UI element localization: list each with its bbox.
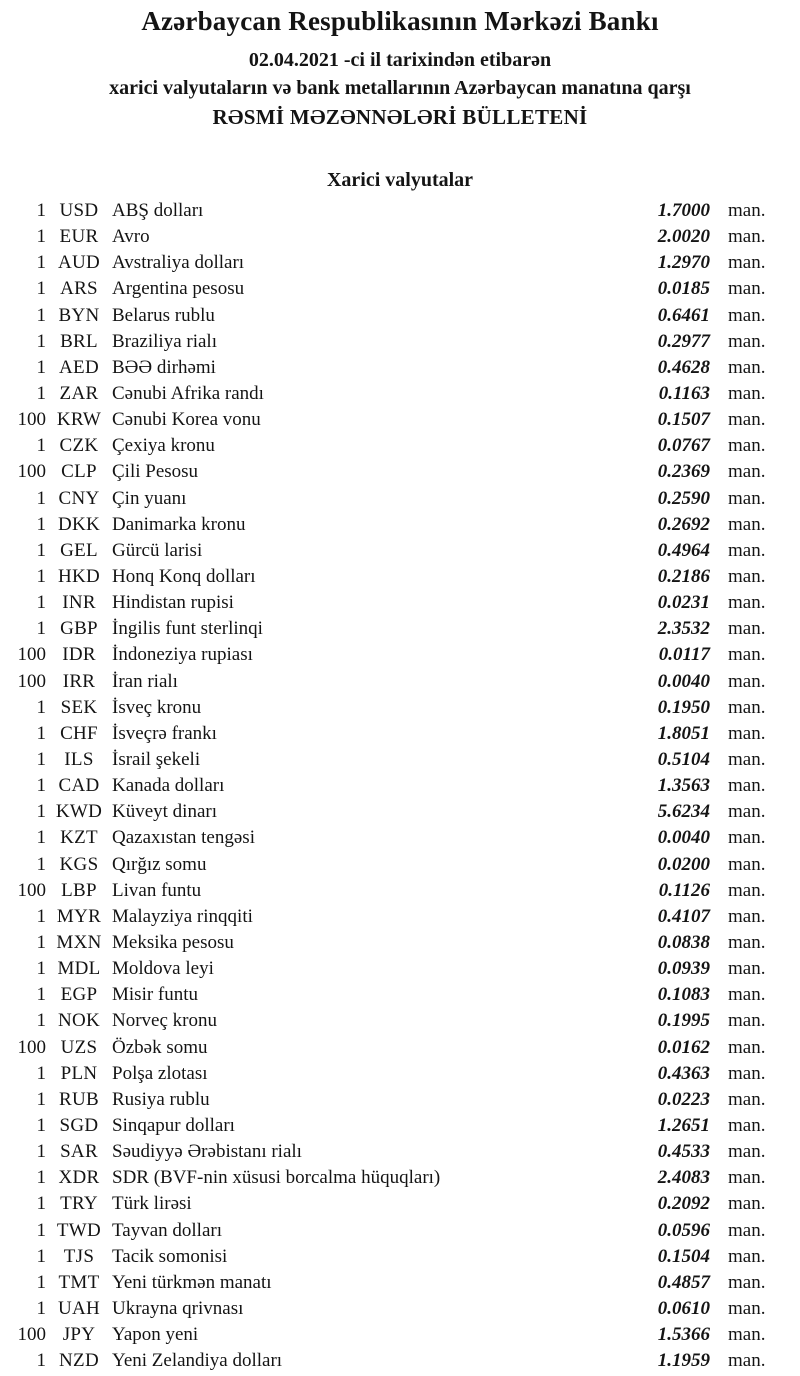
table-row — [0, 433, 800, 459]
currency-code-cell: XDR — [58, 1167, 100, 1189]
currency-code-cell: ARS — [60, 278, 98, 300]
quantity-cell: 1 — [36, 487, 46, 509]
unit-label-cell: man. — [728, 801, 766, 823]
table-row — [0, 329, 800, 355]
unit-label-cell: man. — [728, 1088, 766, 1110]
quantity-cell: 1 — [36, 1141, 46, 1163]
unit-label-cell: man. — [728, 853, 766, 875]
quantity-cell: 100 — [17, 461, 46, 483]
unit-label-cell: man. — [728, 409, 766, 431]
currency-name-cell: Cənubi Afrika randı — [112, 383, 264, 405]
rate-value-cell: 2.4083 — [657, 1167, 710, 1189]
rate-value-cell: 0.0838 — [657, 932, 710, 953]
subject-line: xarici valyutaların və bank metallarının Azərbaycan manatına qarşı — [109, 77, 691, 99]
currency-name-cell: İngilis funt sterlinqi — [112, 618, 263, 640]
rate-value-cell: 0.2692 — [657, 513, 710, 535]
unit-label-cell: man. — [728, 252, 766, 274]
rate-value-cell: 0.2590 — [657, 487, 710, 509]
rate-value-cell: 0.0185 — [657, 278, 710, 300]
currency-code-cell: IDR — [62, 644, 96, 666]
quantity-cell: 1 — [36, 827, 46, 849]
unit-label-cell: man. — [728, 356, 766, 378]
quantity-cell: 1 — [36, 1245, 46, 1267]
rate-value-cell: 0.0040 — [657, 827, 710, 849]
currency-code-cell: MDL — [57, 958, 101, 980]
unit-label-cell: man. — [728, 1141, 766, 1163]
rate-value-cell: 0.0040 — [657, 670, 710, 692]
unit-label-cell: man. — [728, 513, 766, 535]
unit-label-cell: man. — [728, 278, 766, 300]
table-row — [0, 224, 800, 250]
currency-code-cell: IRR — [62, 670, 96, 692]
currency-name-cell: İsrail şekeli — [112, 749, 201, 771]
unit-label-cell: man. — [728, 304, 766, 326]
unit-label-cell: man. — [728, 1324, 766, 1346]
rate-value-cell: 0.1163 — [658, 383, 710, 405]
table-row — [0, 747, 800, 773]
currency-name-cell: Yapon yeni — [112, 1324, 199, 1346]
unit-label-cell: man. — [728, 1245, 766, 1267]
currency-code-cell: AED — [59, 356, 99, 378]
unit-label-cell: man. — [728, 696, 766, 718]
table-row — [0, 695, 800, 721]
unit-label-cell: man. — [728, 1271, 766, 1293]
quantity-cell: 1 — [36, 1088, 46, 1110]
currency-name-cell: Sinqapur dolları — [112, 1114, 235, 1136]
currency-name-cell: Malayziya rinqqiti — [112, 905, 253, 927]
currency-code-cell: EUR — [59, 226, 99, 248]
quantity-cell: 1 — [36, 1297, 46, 1319]
unit-label-cell: man. — [728, 592, 766, 614]
quantity-cell: 1 — [36, 749, 46, 771]
unit-label-cell: man. — [728, 1114, 766, 1136]
currency-name-cell: Hindistan rupisi — [112, 592, 234, 614]
rate-value-cell: 0.2092 — [657, 1193, 710, 1215]
currency-code-cell: KZT — [60, 827, 98, 849]
currency-name-cell: İsveçrə frankı — [112, 722, 217, 744]
rate-value-cell: 0.1083 — [657, 984, 710, 1006]
rate-value-cell: 0.0610 — [657, 1297, 710, 1319]
currency-name-cell: Özbək somu — [112, 1036, 208, 1058]
quantity-cell: 1 — [36, 592, 46, 614]
quantity-cell: 1 — [36, 304, 46, 326]
quantity-cell: 100 — [17, 670, 46, 692]
currency-name-cell: Küveyt dinarı — [112, 801, 218, 823]
unit-label-cell: man. — [728, 330, 766, 352]
currency-code-cell: TWD — [56, 1219, 102, 1241]
table-row — [0, 459, 800, 485]
currency-code-cell: ILS — [64, 749, 94, 771]
table-row — [0, 1322, 800, 1348]
currency-name-cell: Çexiya kronu — [112, 435, 215, 457]
rate-value-cell: 0.4107 — [657, 905, 710, 927]
quantity-cell: 100 — [17, 879, 46, 901]
currency-code-cell: ZAR — [59, 383, 99, 405]
table-row — [0, 407, 800, 433]
rate-value-cell: 0.0596 — [657, 1219, 710, 1241]
unit-label-cell: man. — [728, 1010, 766, 1032]
currency-name-cell: Polşa zlotası — [112, 1062, 208, 1084]
currency-code-cell: LBP — [61, 879, 97, 901]
quantity-cell: 1 — [36, 1193, 46, 1215]
table-row — [0, 799, 800, 825]
unit-label-cell: man. — [728, 879, 766, 901]
quantity-cell: 100 — [17, 1324, 46, 1346]
rate-value-cell: 0.2186 — [657, 566, 710, 588]
unit-label-cell: man. — [728, 670, 766, 692]
table-row — [0, 538, 800, 564]
rate-value-cell: 0.2369 — [657, 461, 710, 483]
currency-code-cell: BYN — [58, 304, 100, 326]
section-title-foreign-currencies: Xarici valyutalar — [326, 169, 474, 191]
rate-value-cell: 0.4628 — [657, 356, 710, 378]
currency-code-cell: EGP — [60, 984, 98, 1006]
currency-name-cell: Honq Konq dolları — [112, 566, 256, 588]
unit-label-cell: man. — [728, 461, 766, 483]
currency-code-cell: CZK — [59, 435, 99, 457]
table-row — [0, 1035, 800, 1061]
currency-name-cell: Yeni Zelandiya dolları — [112, 1350, 283, 1372]
currency-name-cell: Braziliya rialı — [112, 330, 217, 352]
rates-table — [0, 198, 800, 1374]
quantity-cell: 1 — [36, 1010, 46, 1032]
unit-label-cell: man. — [728, 1036, 766, 1058]
currency-code-cell: GEL — [60, 539, 98, 561]
currency-name-cell: Moldova leyi — [112, 958, 214, 980]
table-row — [0, 878, 800, 904]
quantity-cell: 1 — [36, 1062, 46, 1084]
rate-value-cell: 5.6234 — [657, 801, 710, 823]
quantity-cell: 1 — [36, 200, 46, 222]
currency-code-cell: DKK — [57, 513, 101, 535]
table-row — [0, 198, 800, 224]
table-row — [0, 486, 800, 512]
currency-name-cell: Kanada dolları — [112, 775, 225, 797]
table-row — [0, 512, 800, 538]
currency-name-cell: Danimarka kronu — [112, 513, 246, 535]
unit-label-cell: man. — [728, 1167, 766, 1189]
unit-label-cell: man. — [728, 958, 766, 980]
quantity-cell: 1 — [36, 566, 46, 588]
unit-label-cell: man. — [728, 383, 766, 405]
table-row — [0, 982, 800, 1008]
currency-code-cell: TJS — [63, 1245, 95, 1267]
currency-name-cell: Çili Pesosu — [112, 461, 199, 483]
currency-name-cell: Belarus rublu — [112, 304, 215, 326]
quantity-cell: 1 — [36, 1167, 46, 1189]
currency-name-cell: Meksika pesosu — [112, 932, 234, 953]
rate-value-cell: 0.1507 — [657, 409, 710, 431]
quantity-cell: 1 — [36, 905, 46, 927]
currency-name-cell: Avro — [112, 226, 150, 248]
quantity-cell: 1 — [36, 330, 46, 352]
rate-value-cell: 0.1995 — [657, 1010, 710, 1032]
rate-value-cell: 0.0223 — [657, 1088, 710, 1110]
table-row — [0, 564, 800, 590]
currency-code-cell: MYR — [56, 905, 102, 927]
rate-value-cell: 0.1504 — [657, 1245, 710, 1267]
rate-value-cell: 0.4533 — [657, 1141, 710, 1163]
quantity-cell: 100 — [17, 1036, 46, 1058]
quantity-cell: 1 — [36, 1219, 46, 1241]
rate-value-cell: 0.1126 — [658, 879, 710, 901]
rate-value-cell: 1.2970 — [657, 252, 710, 274]
bulletin-title: RƏSMİ MƏZƏNNƏLƏRİ BÜLLETENİ — [212, 105, 588, 129]
currency-code-cell: BRL — [60, 330, 98, 352]
rate-value-cell: 0.4964 — [657, 539, 710, 561]
currency-name-cell: Livan funtu — [112, 879, 202, 901]
quantity-cell: 1 — [36, 958, 46, 980]
table-row — [0, 1087, 800, 1113]
currency-name-cell: Rusiya rublu — [112, 1088, 210, 1110]
quantity-cell: 1 — [36, 984, 46, 1006]
currency-code-cell: CAD — [58, 775, 100, 797]
unit-label-cell: man. — [728, 984, 766, 1006]
table-row — [0, 1296, 800, 1322]
table-row — [0, 956, 800, 982]
currency-code-cell: RUB — [59, 1088, 99, 1110]
unit-label-cell: man. — [728, 1219, 766, 1241]
currency-name-cell: İndoneziya rupiası — [112, 644, 253, 666]
rate-value-cell: 0.0939 — [657, 958, 710, 980]
currency-name-cell: SDR (BVF-nin xüsusi borcalma hüquqları) — [112, 1167, 441, 1189]
currency-code-cell: TRY — [60, 1193, 98, 1215]
unit-label-cell: man. — [728, 722, 766, 744]
currency-name-cell: BƏƏ dirhəmi — [112, 356, 216, 378]
table-row — [0, 303, 800, 329]
table-row — [0, 1139, 800, 1165]
quantity-cell: 1 — [36, 383, 46, 405]
currency-code-cell: TMT — [58, 1271, 100, 1293]
quantity-cell: 1 — [36, 356, 46, 378]
rate-value-cell: 0.0162 — [657, 1036, 710, 1058]
currency-code-cell: UZS — [60, 1036, 98, 1058]
quantity-cell: 100 — [17, 644, 46, 666]
quantity-cell: 1 — [36, 775, 46, 797]
unit-label-cell: man. — [728, 905, 766, 927]
unit-label-cell: man. — [728, 1193, 766, 1215]
unit-label-cell: man. — [728, 1297, 766, 1319]
table-row — [0, 642, 800, 668]
currency-code-cell: SEK — [60, 696, 98, 718]
unit-label-cell: man. — [728, 566, 766, 588]
rate-value-cell: 1.2651 — [657, 1114, 710, 1136]
table-row — [0, 1348, 800, 1374]
quantity-cell: 1 — [36, 1114, 46, 1136]
currency-code-cell: UAH — [57, 1297, 101, 1319]
currency-code-cell: KRW — [56, 409, 102, 431]
currency-code-cell: CHF — [60, 722, 98, 744]
rate-value-cell: 1.7000 — [657, 200, 710, 222]
quantity-cell: 1 — [36, 1350, 46, 1372]
unit-label-cell: man. — [728, 1350, 766, 1372]
rate-value-cell: 1.3563 — [657, 775, 710, 797]
table-row — [0, 721, 800, 747]
rate-value-cell: 0.5104 — [657, 749, 710, 771]
quantity-cell: 1 — [36, 1271, 46, 1293]
document-header — [0, 0, 800, 130]
table-row — [0, 355, 800, 381]
currency-code-cell: SGD — [59, 1114, 99, 1136]
currency-name-cell: Ukrayna qrivnası — [112, 1297, 244, 1319]
unit-label-cell: man. — [728, 1062, 766, 1084]
currency-code-cell: NZD — [59, 1350, 99, 1372]
rate-value-cell: 0.0200 — [657, 853, 710, 875]
currency-code-cell: CNY — [58, 487, 100, 509]
currency-code-cell: NOK — [57, 1010, 101, 1032]
currency-name-cell: Gürcü larisi — [112, 539, 203, 561]
unit-label-cell: man. — [728, 487, 766, 509]
table-row — [0, 1008, 800, 1034]
table-row — [0, 616, 800, 642]
currency-code-cell: SAR — [60, 1141, 98, 1163]
currency-code-cell: INR — [62, 592, 96, 614]
unit-label-cell: man. — [728, 435, 766, 457]
rate-value-cell: 0.2977 — [657, 330, 710, 352]
quantity-cell: 1 — [36, 722, 46, 744]
table-row — [0, 381, 800, 407]
table-row — [0, 669, 800, 695]
quantity-cell: 100 — [17, 409, 46, 431]
quantity-cell: 1 — [36, 278, 46, 300]
table-row — [0, 276, 800, 302]
quantity-cell: 1 — [36, 853, 46, 875]
quantity-cell: 1 — [36, 435, 46, 457]
rate-value-cell: 2.3532 — [657, 618, 710, 640]
currency-name-cell: Yeni türkmən manatı — [112, 1271, 272, 1293]
currency-name-cell: İsveç kronu — [112, 696, 202, 718]
unit-label-cell: man. — [728, 932, 766, 953]
quantity-cell: 1 — [36, 539, 46, 561]
currency-name-cell: Avstraliya dolları — [112, 252, 245, 274]
currency-code-cell: USD — [59, 200, 99, 222]
currency-name-cell: Cənubi Korea vonu — [112, 409, 261, 431]
currency-code-cell: KGS — [59, 853, 99, 875]
table-row — [0, 590, 800, 616]
table-row — [0, 904, 800, 930]
currency-name-cell: Tayvan dolları — [112, 1219, 222, 1241]
rate-value-cell: 0.0767 — [657, 435, 710, 457]
effective-date-line: 02.04.2021 -ci il tarixindən etibarən — [248, 49, 552, 71]
quantity-cell: 1 — [36, 801, 46, 823]
currency-code-cell: GBP — [60, 618, 98, 640]
rate-value-cell: 1.1959 — [657, 1350, 710, 1372]
table-row — [0, 1191, 800, 1217]
rate-value-cell: 0.4857 — [657, 1271, 710, 1293]
currency-name-cell: Qırğız somu — [112, 853, 207, 875]
currency-code-cell: PLN — [60, 1062, 98, 1084]
quantity-cell: 1 — [36, 696, 46, 718]
currency-name-cell: Səudiyyə Ərəbistanı rialı — [112, 1141, 302, 1163]
currency-code-cell: CLP — [61, 461, 97, 483]
unit-label-cell: man. — [728, 749, 766, 771]
rate-value-cell: 2.0020 — [657, 226, 710, 248]
currency-code-cell: MXN — [56, 932, 102, 953]
quantity-cell: 1 — [36, 618, 46, 640]
table-row — [0, 1165, 800, 1191]
unit-label-cell: man. — [728, 775, 766, 797]
currency-name-cell: Misir funtu — [112, 984, 199, 1006]
quantity-cell: 1 — [36, 252, 46, 274]
currency-name-cell: Argentina pesosu — [112, 278, 245, 300]
bank-title: Azərbaycan Respublikasının Mərkəzi Bankı — [141, 6, 659, 36]
table-row — [0, 1217, 800, 1243]
rate-value-cell: 0.4363 — [657, 1062, 710, 1084]
unit-label-cell: man. — [728, 827, 766, 849]
table-row — [0, 1061, 800, 1087]
quantity-cell: 1 — [36, 226, 46, 248]
rate-value-cell: 1.5366 — [657, 1324, 710, 1346]
quantity-cell: 1 — [36, 513, 46, 535]
table-row — [0, 1270, 800, 1296]
unit-label-cell: man. — [728, 200, 766, 222]
quantity-cell: 1 — [36, 932, 46, 953]
currency-name-cell: Tacik somonisi — [112, 1245, 228, 1267]
rate-value-cell: 0.0231 — [657, 592, 710, 614]
table-row — [0, 250, 800, 276]
unit-label-cell: man. — [728, 226, 766, 248]
unit-label-cell: man. — [728, 644, 766, 666]
rate-value-cell: 0.6461 — [657, 304, 710, 326]
table-row — [0, 930, 800, 956]
rate-value-cell: 0.0117 — [658, 644, 710, 666]
unit-label-cell: man. — [728, 618, 766, 640]
table-row — [0, 825, 800, 851]
currency-code-cell: AUD — [57, 252, 101, 274]
table-row — [0, 1244, 800, 1270]
unit-label-cell: man. — [728, 539, 766, 561]
currency-name-cell: ABŞ dolları — [112, 200, 204, 222]
currency-code-cell: HKD — [57, 566, 101, 588]
rate-value-cell: 0.1950 — [657, 696, 710, 718]
currency-code-cell: JPY — [62, 1324, 96, 1346]
rate-value-cell: 1.8051 — [657, 722, 710, 744]
currency-name-cell: Çin yuanı — [112, 487, 187, 509]
table-row — [0, 1113, 800, 1139]
table-row — [0, 852, 800, 878]
currency-name-cell: Türk lirəsi — [112, 1193, 192, 1215]
currency-name-cell: İran rialı — [112, 670, 178, 692]
table-row — [0, 773, 800, 799]
currency-name-cell: Qazaxıstan tengəsi — [112, 827, 255, 849]
currency-name-cell: Norveç kronu — [112, 1010, 217, 1032]
currency-code-cell: KWD — [55, 801, 103, 823]
